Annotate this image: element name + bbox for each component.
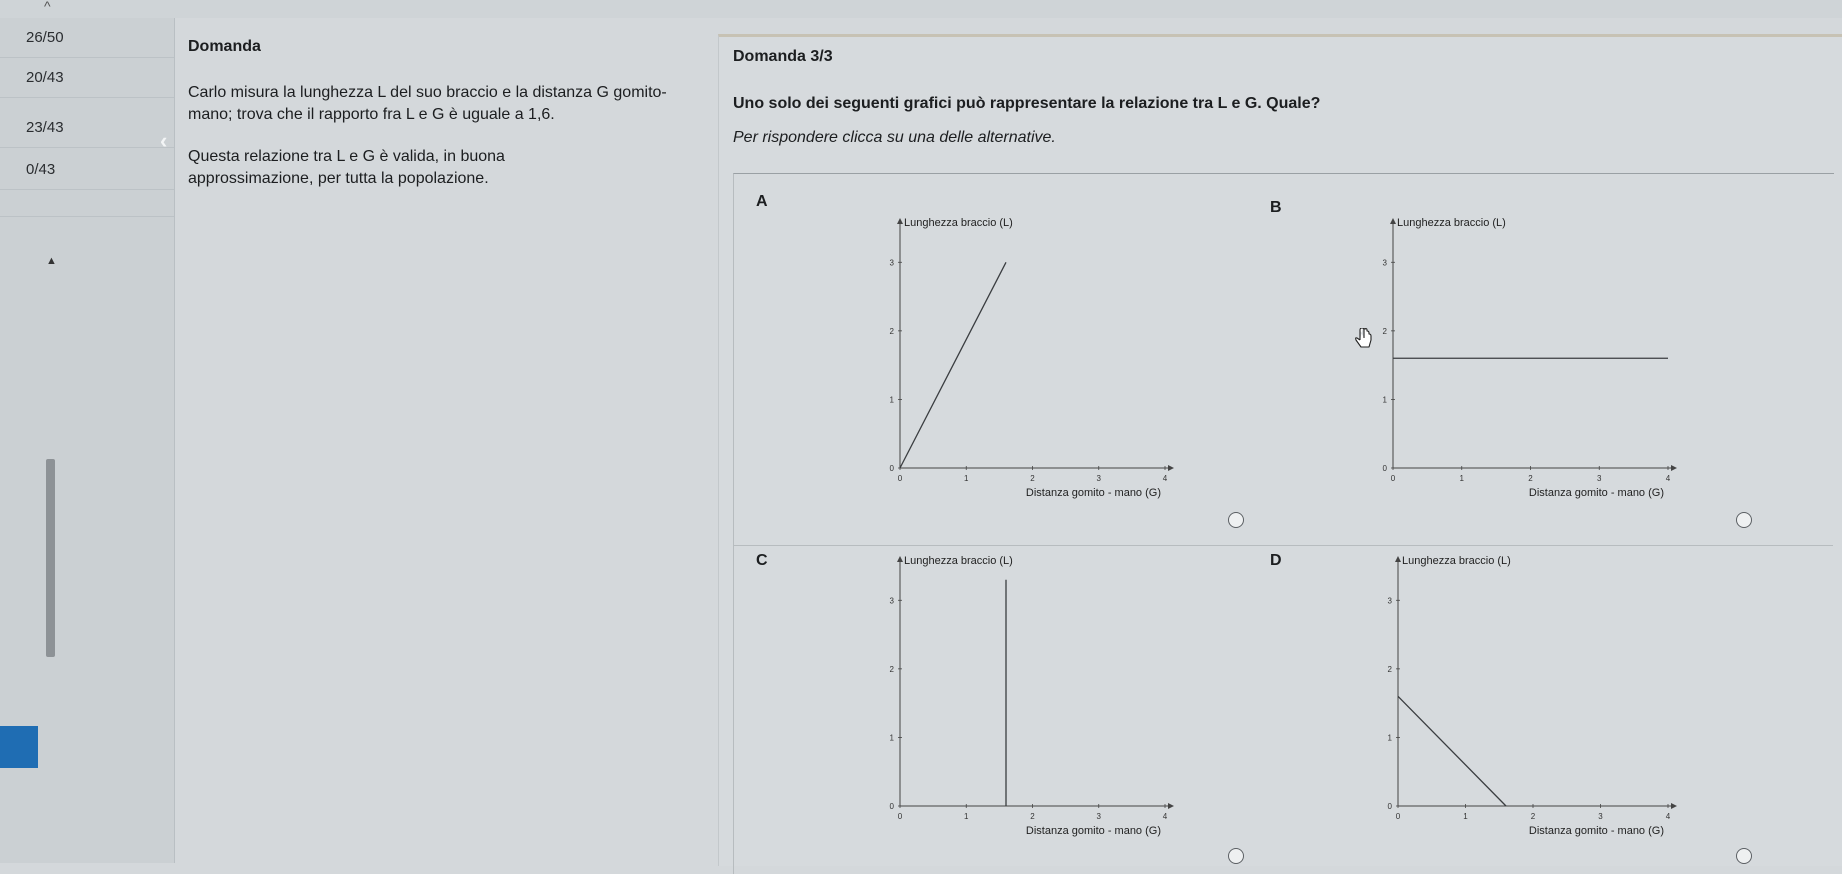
x-tick-label: 0 xyxy=(897,474,903,483)
active-indicator[interactable] xyxy=(0,726,38,768)
context-heading: Domanda xyxy=(188,38,261,55)
score-item[interactable]: 26/50 xyxy=(0,18,174,58)
y-axis-label: Lunghezza braccio (L) xyxy=(1402,555,1511,567)
question-text: Uno solo dei seguenti grafici può rappresentare la relazione tra L e G. Quale? xyxy=(733,95,1321,112)
x-tick-label: 3 xyxy=(1598,812,1603,821)
y-axis-label: Lunghezza braccio (L) xyxy=(1397,217,1506,229)
y-axis-label: Lunghezza braccio (L) xyxy=(904,217,1013,229)
question-header: Domanda 3/3 xyxy=(733,48,833,65)
context-paragraph: Carlo misura la lunghezza L del suo braccio e la distanza G gomito-mano; trova che il rapporto fra L e G è uguale a 1,6. xyxy=(188,84,667,123)
x-tick-label: 0 xyxy=(1395,812,1401,821)
y-tick-label: 1 xyxy=(1387,733,1392,743)
x-tick-label: 1 xyxy=(964,474,969,483)
x-tick-label: 4 xyxy=(1665,474,1671,483)
x-tick-label: 2 xyxy=(1530,812,1536,821)
x-axis-label: Distanza gomito - mano (G) xyxy=(1025,825,1161,837)
x-axis-label: Distanza gomito - mano (G) xyxy=(1528,825,1664,837)
y-tick-label: 1 xyxy=(889,733,894,743)
y-tick-label: 3 xyxy=(1387,596,1392,606)
x-axis-label: Distanza gomito - mano (G) xyxy=(1025,487,1161,499)
y-tick-label: 3 xyxy=(889,258,894,268)
y-axis-label: Lunghezza braccio (L) xyxy=(904,555,1013,567)
option-letter-d: D xyxy=(1270,552,1282,569)
score-item[interactable]: 23/43 xyxy=(0,108,174,148)
x-axis-label: Distanza gomito - mano (G) xyxy=(1528,487,1664,499)
chevron-up-icon[interactable]: ^ xyxy=(44,0,51,14)
x-tick-label: 4 xyxy=(1162,474,1168,483)
y-tick-label: 0 xyxy=(889,802,894,811)
y-tick-label: 2 xyxy=(1387,664,1392,674)
score-item[interactable]: 20/43 xyxy=(0,58,174,98)
y-tick-label: 2 xyxy=(1382,326,1387,336)
x-tick-label: 1 xyxy=(1459,474,1464,483)
x-tick-label: 1 xyxy=(964,812,969,821)
x-tick-label: 0 xyxy=(1390,474,1396,483)
top-strip xyxy=(0,0,1842,18)
x-tick-label: 3 xyxy=(1597,474,1602,483)
y-tick-label: 1 xyxy=(1382,395,1387,405)
x-tick-label: 0 xyxy=(897,812,903,821)
y-tick-label: 2 xyxy=(889,326,894,336)
y-tick-label: 3 xyxy=(889,596,894,606)
chevron-left-icon[interactable]: ‹ xyxy=(160,128,168,153)
options-divider xyxy=(733,545,1833,546)
x-tick-label: 3 xyxy=(1096,812,1101,821)
x-tick-label: 3 xyxy=(1096,474,1101,483)
context-paragraph: Questa relazione tra L e G è valida, in buona approssimazione, per tutta la popolazione. xyxy=(188,148,505,187)
x-tick-label: 2 xyxy=(1030,812,1035,821)
hand-cursor-icon xyxy=(1352,328,1374,352)
x-tick-label: 4 xyxy=(1665,812,1671,821)
question-instruction: Per rispondere clicca su una delle alternative. xyxy=(733,129,1056,146)
x-tick-label: 2 xyxy=(1030,474,1035,483)
option-letter-b: B xyxy=(1270,199,1282,216)
radio-option-b[interactable] xyxy=(1736,512,1752,528)
radio-option-d[interactable] xyxy=(1736,848,1752,864)
radio-option-a[interactable] xyxy=(1228,512,1244,528)
sidebar-divider xyxy=(0,216,174,217)
options-grid xyxy=(733,173,1834,874)
y-tick-label: 3 xyxy=(1382,258,1387,268)
question-context xyxy=(188,38,718,210)
sidebar xyxy=(0,18,175,863)
question-panel xyxy=(718,34,1842,866)
option-letter-c: C xyxy=(756,552,768,569)
y-tick-label: 1 xyxy=(889,395,894,405)
y-tick-label: 0 xyxy=(1382,464,1387,473)
score-item[interactable]: 0/43 xyxy=(0,150,174,190)
x-tick-label: 4 xyxy=(1162,812,1168,821)
y-tick-label: 0 xyxy=(1387,802,1392,811)
option-letter-a: A xyxy=(756,193,768,210)
scrollbar-thumb[interactable] xyxy=(46,459,55,657)
x-tick-label: 1 xyxy=(1463,812,1468,821)
y-tick-label: 0 xyxy=(889,464,894,473)
y-tick-label: 2 xyxy=(889,664,894,674)
radio-option-c[interactable] xyxy=(1228,848,1244,864)
x-tick-label: 2 xyxy=(1528,474,1533,483)
caret-up-icon[interactable]: ▲ xyxy=(46,255,57,267)
